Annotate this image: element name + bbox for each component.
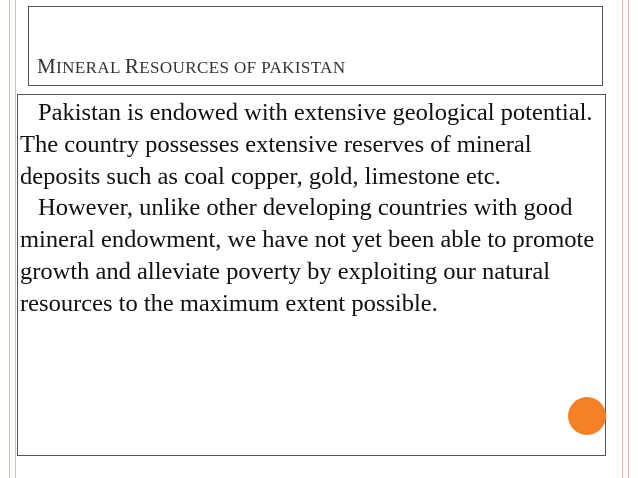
title-initial-m: M [37,54,57,78]
left-margin-line-inner [15,0,16,478]
orange-circle-decoration [568,397,606,435]
title-word2-rest: ESOURCES OF PAKISTAN [139,58,346,77]
right-margin-line-outer [628,0,629,478]
left-margin-line-outer [9,0,10,478]
title-word1-rest: INERAL [56,58,125,77]
title-initial-r: R [124,54,140,78]
title-box [28,6,603,86]
paragraph-1: Pakistan is endowed with extensive geological potential. The country possesses extensive reserves of mineral deposits such as coal copper, gold, limestone etc. [20,99,593,190]
paragraph-2: However, unlike other developing countries with good mineral endowment, we have not yet been able to promote growth and alleviate poverty by exploiting our natural resources to the maximum extent possible. [20,194,595,317]
content-box [17,94,606,456]
right-margin-line-inner [622,0,623,478]
slide-title [37,54,346,79]
